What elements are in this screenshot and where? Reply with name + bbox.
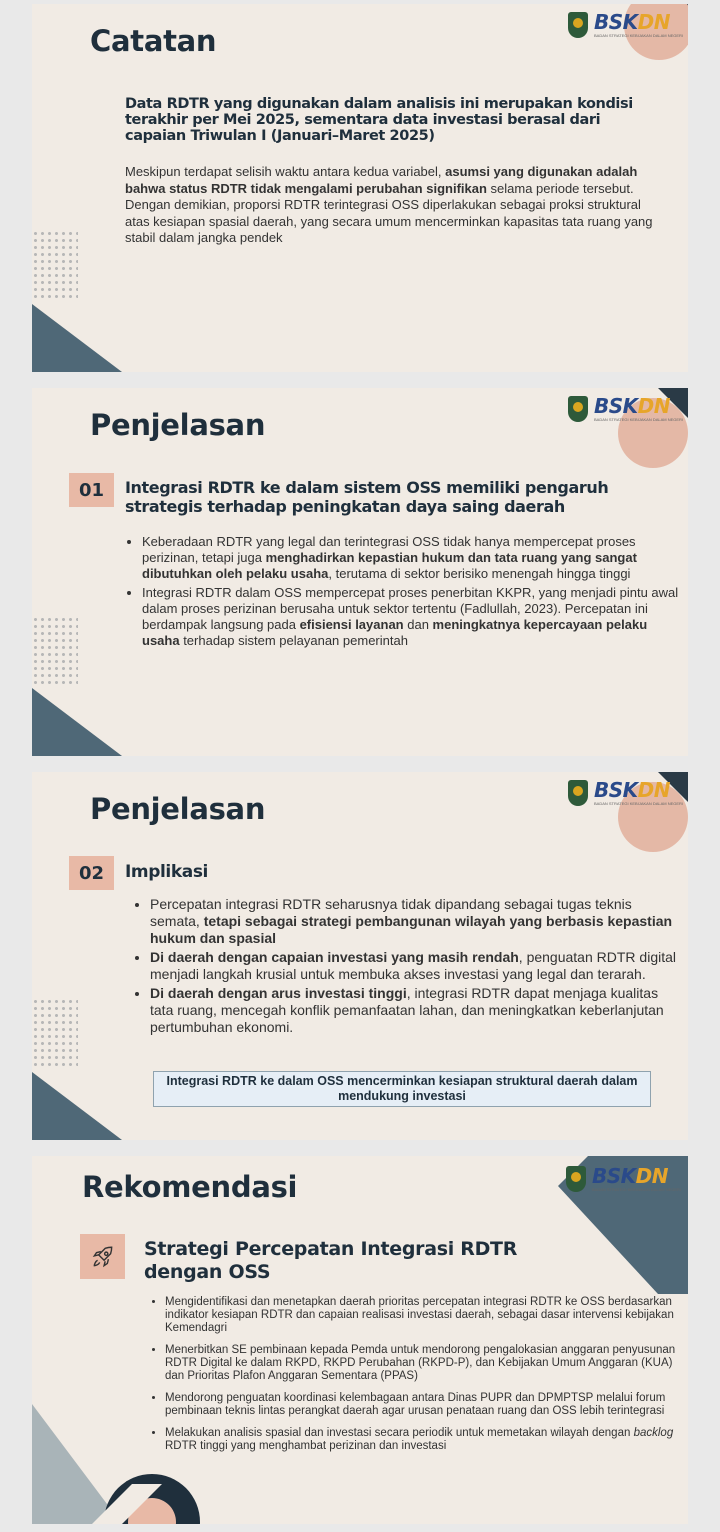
text-run: Integrasi RDTR dalam OSS mempercepat proses penerbitan KKPR, yang menjadi pintu awal dalam proses perizinan berusaha untuk sektor tertentu (Fadlullah, 2023). Percepatan ini berdampak langsung pada (142, 584, 679, 633)
text-run: RDTR tinggi yang menghambat perizinan dan investasi (165, 1440, 447, 1452)
page-title: Rekomendasi (82, 1170, 298, 1204)
page-title: Penjelasan (90, 408, 266, 442)
bullet-item (165, 1296, 685, 1335)
text-run: Meskipun terdapat selisih waktu antara kedua variabel, (125, 164, 446, 179)
dot-pattern (32, 616, 78, 688)
bold-text: efisiensi layanan (299, 617, 404, 633)
bullet-item (142, 585, 682, 650)
bullet-list (124, 534, 682, 651)
dot-pattern (32, 998, 78, 1070)
bskdn-logo: BSKDN BADAN STRATEGI KEBIJAKAN DALAM NEGERI (568, 10, 678, 70)
slide-penjelasan-2 (32, 772, 688, 1140)
bullet-item (150, 896, 680, 947)
corner-triangle (32, 688, 122, 756)
bold-text: asumsi yang digunakan adalah bahwa status RDTR tidak mengalami perubahan signifikan (125, 164, 638, 196)
section-heading: Integrasi RDTR ke dalam sistem OSS memiliki pengaruh strategis terhadap peningkatan daya saing daerah (125, 478, 609, 516)
text-run: backlog (633, 1427, 674, 1439)
bullet-item (165, 1427, 685, 1453)
bullet-item (165, 1392, 685, 1418)
page-title: Catatan (90, 24, 217, 58)
bullet-item (150, 985, 680, 1036)
bold-text: menghadirkan kepastian hukum dan tata ruang yang sangat dibutuhkan oleh pelaku usaha (142, 550, 637, 582)
bold-text: Di daerah dengan arus investasi tinggi (150, 985, 407, 1001)
text-run: selama periode tersebut. Dengan demikian, proporsi RDTR terintegrasi OSS diperlakukan sebagai proksi struktural atas kesiapan spasial daerah, yang secara umum mencerminkan kapasitas tata ruang yang stabil dalam jangka pendek (125, 180, 653, 245)
bullet-item (165, 1344, 685, 1383)
bold-text: Di daerah dengan capaian investasi yang masih rendah (150, 949, 519, 965)
section-heading: Implikasi (125, 862, 208, 882)
corner-triangle (32, 1072, 122, 1140)
bskdn-logo: BSKDN BADAN STRATEGI KEBIJAKAN DALAM NEGERI (566, 1164, 676, 1224)
bskdn-logo: BSKDN BADAN STRATEGI KEBIJAKAN DALAM NEGERI (568, 778, 678, 838)
dot-pattern (32, 230, 78, 302)
bullet-list (132, 896, 680, 1038)
text-run: terhadap sistem pelayanan pemerintah (179, 633, 408, 649)
text-run: Mendorong penguatan koordinasi kelembagaan antara Dinas PUPR dan DPMPTSP melalui forum pembinaan teknis lintas perangkat daerah agar urusan penataan ruang dan OSS lebih terintegrasi (165, 1392, 666, 1417)
text-run: , terutama di sektor berisiko menengah hingga tinggi (328, 566, 631, 582)
bskdn-logo: BSKDN BADAN STRATEGI KEBIJAKAN DALAM NEGERI (568, 394, 678, 454)
crest-icon (568, 12, 588, 38)
crest-icon (568, 396, 588, 422)
subheading: Data RDTR yang digunakan dalam analisis ini merupakan kondisi terakhir per Mei 2025, sementara data investasi berasal dari capaian Triwulan I (Januari–Maret 2025) (125, 96, 633, 144)
text-run: , penguatan RDTR digital menjadi langkah krusial untuk membuka akses investasi yang legal dan terarah. (150, 949, 676, 982)
corner-decor (32, 1404, 202, 1524)
corner-triangle (32, 304, 122, 372)
bold-text: tetapi sebagai strategi pembangunan wilayah yang berbasis kepastian hukum dan spasial (150, 913, 673, 946)
section-number: 02 (69, 856, 114, 890)
text-run: Percepatan integrasi RDTR seharusnya tidak dipandang sebagai tugas teknis semata, (150, 896, 632, 929)
slide-penjelasan-1 (32, 388, 688, 756)
text-run: Keberadaan RDTR yang legal dan terintegrasi OSS tidak hanya mempercepat proses perizinan, tetapi juga (142, 534, 636, 566)
text-run: Menerbitkan SE pembinaan kepada Pemda untuk mendorong pengalokasian anggaran penyusunan RDTR Digital ke dalam RKPD, RKPD Perubahan (RKPD-P), dan Kebijakan Umum Anggaran (KUA) dan Prioritas Plafon Anggaran Sementara (PPAS) (165, 1344, 676, 1382)
text-run: Melakukan analisis spasial dan investasi secara periodik untuk memetakan wilayah dengan (165, 1427, 634, 1439)
bold-text: meningkatnya kepercayaan pelaku usaha (142, 617, 648, 649)
text-run: dan (403, 617, 433, 633)
body-paragraph (125, 164, 655, 247)
callout-box: Integrasi RDTR ke dalam OSS mencerminkan kesiapan struktural daerah dalam mendukung investasi (153, 1071, 651, 1107)
bullet-item (150, 949, 680, 983)
bullet-list (147, 1296, 685, 1462)
section-heading: Strategi Percepatan Integrasi RDTR dengan OSS (144, 1238, 518, 1283)
slide-catatan (32, 4, 688, 372)
crest-icon (566, 1166, 586, 1192)
rocket-icon (80, 1234, 125, 1279)
section-number: 01 (69, 473, 114, 507)
crest-icon (568, 780, 588, 806)
page-title: Penjelasan (90, 792, 266, 826)
slide-rekomendasi (32, 1156, 688, 1524)
bullet-item (142, 534, 682, 583)
text-run: , integrasi RDTR dapat menjaga kualitas tata ruang, mencegah konflik pemanfaatan lahan, dan meningkatkan keberlanjutan pertumbuhan ekonomi. (150, 985, 664, 1035)
text-run: Mengidentifikasi dan menetapkan daerah prioritas percepatan integrasi RDTR ke OSS berdasarkan indikator kesiapan RDTR dan capaian realisasi investasi daerah, sebagai dasar intervensi kebijakan Kemendagri (165, 1296, 674, 1334)
